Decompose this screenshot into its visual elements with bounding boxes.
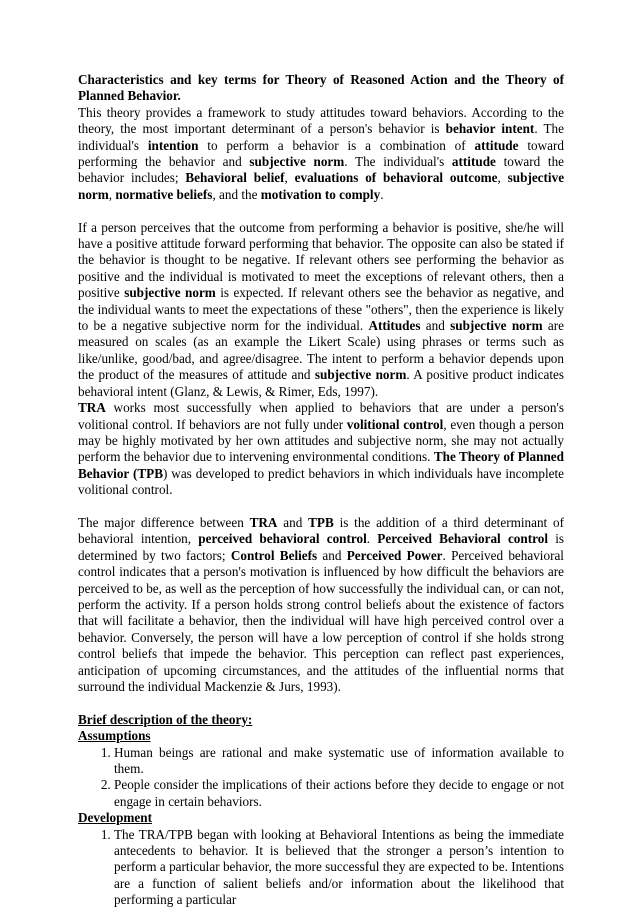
text-run: and (420, 318, 451, 334)
list-item: 1. The TRA/TPB began with looking at Behavioral Intentions as being the immediate antecedents to behavior. It is believed that the stronger a person’s intention to perform a particular behavior, the more successful they are expected to be. Intentions are a function of salient beliefs and/or information about the likelihood that performing a particular (114, 827, 564, 909)
text-run: , (108, 186, 116, 202)
text-run: , even though a person may be highly motivated by her own attitudes and subjective norm, she may not actually perform the behavior due to intervening environmental conditions. (78, 416, 564, 465)
text-run: is expected. If relevant others see the behavior as negative, and the individual wants to meet the expectations of these "others", then the experience is likely to be a negative subjective norm for the individual. (78, 285, 564, 334)
text-run: , (284, 170, 295, 186)
text-run: This theory provides a framework to study attitudes toward behaviors. According to the theory, the most important determinant of a person's behavior is (78, 104, 564, 137)
document-page (78, 72, 564, 909)
list-item: 2. People consider the implications of their actions before they decide to engage or not engage in certain behaviors. (114, 777, 564, 810)
text-run: , (497, 170, 508, 186)
assumptions-list (78, 745, 564, 811)
text-run: . The individual's (344, 154, 452, 170)
bold-term: motivation to comply (260, 186, 381, 202)
bold-term: attitude (474, 137, 519, 153)
bold-term: The Theory of Planned Behavior (TPB (78, 449, 564, 481)
bold-term: normative beliefs (115, 186, 213, 202)
development-heading: Development (78, 810, 152, 826)
bold-term: TRA (78, 400, 106, 416)
bold-term: Perceived Behavioral control (377, 531, 548, 547)
bold-term: attitude (451, 154, 496, 170)
list-item: 1. Human beings are rational and make systematic use of information available to them. (114, 745, 564, 778)
bold-term: perceived behavioral control (198, 531, 367, 547)
paragraph-3 (78, 400, 564, 498)
text-run: is the addition of a third determinant of behavioral intention, (78, 514, 565, 547)
text-run: If a person perceives that the outcome from performing a behavior is positive, she/he will have a positive attitude forward performing that behavior. The opposite can also be stated if the behavior is thought to be negative. If relevant others see performing the behavior as positive and the individual is motivated to meet the exceptions of relevant others, then a positive (78, 219, 564, 301)
bold-term: Behavioral belief (185, 170, 285, 186)
text-run: ) was developed to predict behaviors in which individuals have incomplete volitional control. (78, 465, 564, 498)
text-run: toward performing the behavior and (78, 137, 564, 170)
text-run: , and the (212, 186, 261, 202)
text-run: . The individual's (78, 121, 564, 153)
brief-description-heading: Brief description of the theory: (78, 711, 253, 727)
bold-term: Perceived Power (346, 547, 443, 563)
text-run: and (317, 547, 347, 563)
bold-term: TRA (249, 514, 278, 530)
bold-term: subjective norm (124, 285, 216, 301)
bold-term: intention (147, 137, 199, 153)
bold-term: behavior intent (445, 121, 535, 137)
text-run: and (277, 514, 309, 530)
assumptions-heading: Assumptions (78, 728, 151, 744)
bold-term: subjective norm (78, 170, 565, 202)
paragraph-2 (78, 220, 564, 400)
paragraph-4 (78, 515, 564, 695)
bold-term: subjective norm (450, 318, 543, 334)
bold-term: subjective norm (314, 367, 407, 383)
bold-term: volitional control (346, 416, 444, 432)
text-run: are measured on scales (as an example the Likert Scale) using phrases or terms such as like/unlike, good/bad, and agree/disagree. The intent to perform a behavior depends upon the product of the measures of attitude and (78, 318, 564, 383)
text-run: . (380, 186, 384, 202)
text-run: toward the behavior includes; (78, 154, 565, 186)
text-run: . A positive product indicates behavioral intent (Glanz, & Lewis, & Rimer, Eds, 1997). (78, 367, 565, 399)
bold-term: Control Beliefs (230, 547, 318, 563)
paragraph-1 (78, 105, 564, 203)
bold-term: evaluations of behavioral outcome (294, 170, 498, 186)
text-run: The major difference between (78, 514, 250, 530)
text-run: is determined by two factors; (78, 531, 565, 563)
development-list (78, 827, 564, 909)
text-run: . Perceived behavioral control indicates that a person's motivation is influenced by how difficult the behaviors are perceived to be, as well as the perception of how successfully the individual can, or can not, perform the activity. If a person holds strong control beliefs about the existence of factors that will facilitate a behavior, then the individual will have high perceived control over a behavior. Conversely, the person will have a low perception of control if she holds strong control beliefs that impede the behavior. This perception can reflect past experiences, anticipation of upcoming circumstances, and the attitudes of the influential norms that surround the individual Mackenzie & Jurs, 1993). (78, 547, 564, 694)
bold-term: TPB (308, 514, 334, 530)
bold-term: Attitudes (368, 318, 421, 334)
text-run: to perform a behavior is a combination of (198, 137, 475, 153)
text-run: . (366, 531, 378, 547)
bold-term: subjective norm (249, 154, 345, 170)
text-run: works most successfully when applied to behaviors that are under a person's volitional control. If behaviors are not fully under (78, 400, 564, 432)
document-title: Characteristics and key terms for Theory of Reasoned Action and the Theory of Planned Behavior. (78, 72, 564, 104)
